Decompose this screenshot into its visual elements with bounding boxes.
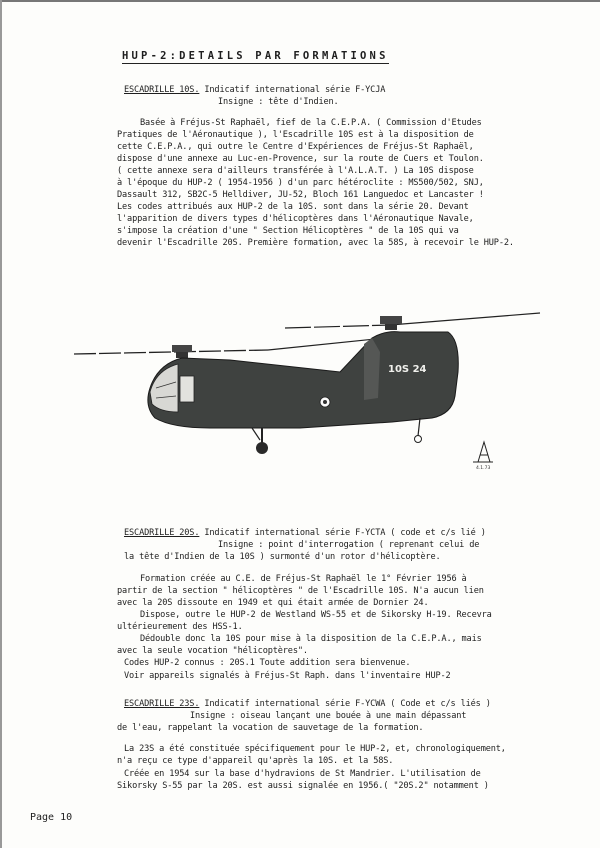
main-wheel	[256, 442, 268, 454]
page-title: HUP-2:DETAILS PAR FORMATIONS	[122, 50, 389, 62]
section-10s-line: Dassault 312, SB2C-5 Helldiver, JU-52, Bloch 161 Languedoc et Lancaster !	[117, 190, 484, 200]
tail-wheel	[415, 436, 422, 443]
section-10s-heading: ESCADRILLE 10S.	[124, 85, 200, 95]
section-10s-callsign: Indicatif international série F-YCJA	[199, 85, 386, 95]
section-10s-line: à l'époque du HUP-2 ( 1954-1956 ) d'un parc hétéroclite : MS500/502, SNJ,	[117, 178, 484, 188]
page-number: Page 10	[30, 812, 73, 823]
rear-rotor-hub	[380, 316, 402, 330]
cabin-window	[180, 376, 194, 402]
artist-signature-monogram	[473, 442, 493, 462]
rear-rotor-blade-left	[285, 325, 390, 328]
section-20s-line: Dispose, outre le HUP-2 de Westland WS-55 et de Sikorsky H-19. Recevra	[140, 610, 492, 620]
section-20s-line: Formation créée au C.E. de Fréjus-St Raphaël le 1° Février 1956 à	[140, 574, 467, 584]
section-20s-line: ultérieurement des HSS-1.	[117, 622, 243, 632]
section-10s-line: cette C.E.P.A., qui outre le Centre d'Expériences de Fréjus-St Raphaël,	[117, 142, 474, 152]
section-20s-insigne: Insigne : point d'interrogation ( reprenant celui de	[218, 540, 480, 550]
section-10s-line: Pratiques de l'Aéronautique ), l'Escadrille 10S est à la disposition de	[117, 130, 474, 140]
section-10s-line: dispose d'une annexe au Luc-en-Provence, sur la route de Cuers et Toulon.	[117, 154, 484, 164]
artist-signature-date: 4.1.73	[476, 466, 491, 471]
section-20s-heading: ESCADRILLE 20S.	[124, 528, 200, 538]
section-23s-line: n'a reçu ce type d'appareil qu'après la 10S. et la 58S.	[117, 756, 394, 766]
front-rotor-blade-left	[74, 350, 268, 354]
section-23s-insigne: Insigne : oiseau lançant une bouée à une main dépassant	[190, 711, 467, 721]
section-23s-line: La 23S a été constituée spécifiquement pour le HUP-2, et, chronologiquement,	[124, 744, 506, 754]
section-10s-line: ( cette annexe sera d'ailleurs transférée à l'A.L.A.T. ) La 10S dispose	[117, 166, 474, 176]
section-20s-line: avec la 20S dissoute en 1949 et qui était armée de Dornier 24.	[117, 598, 429, 608]
section-10s-line: l'apparition de divers types d'hélicoptères dans l'Aéronautique Navale,	[117, 214, 474, 224]
section-20s-callsign: Indicatif international série F-YCTA ( code et c/s lié )	[199, 528, 486, 538]
section-20s-line: Dédouble donc la 10S pour mise à la disposition de la C.E.P.A., mais	[140, 634, 482, 644]
section-10s-line: devenir l'Escadrille 20S. Première formation, avec la 58S, à recevoir le HUP-2.	[117, 238, 514, 248]
cockpit-glazing	[150, 364, 178, 412]
section-20s-heading-line	[124, 528, 486, 538]
section-10s-insigne: Insigne : tête d'Indien.	[218, 97, 339, 107]
front-rotor-hub	[172, 345, 192, 358]
aircraft-code: 10S 24	[388, 364, 427, 375]
section-23s-heading-line	[124, 699, 491, 709]
section-20s-line: Voir appareils signalés à Fréjus-St Raph. dans l'inventaire HUP-2	[124, 671, 451, 681]
rear-rotor-blade-right	[390, 313, 540, 325]
tail-gear-strut	[418, 418, 420, 436]
section-20s-known-codes: Codes HUP-2 connus : 20S.1 Toute addition sera bienvenue.	[124, 658, 411, 668]
section-23s-line: Créée en 1954 sur la base d'hydravions de St Mandrier. L'utilisation de	[124, 769, 481, 779]
section-20s-line: partir de la section " hélicoptères " de l'Escadrille 10S. N'a aucun lien	[117, 586, 484, 596]
section-23s-line: Sikorsky S-55 par la 20S. est aussi signalée en 1956.( "20S.2" notamment )	[117, 781, 489, 791]
section-10s-line: Basée à Fréjus-St Raphaël, fief de la C.E.P.A. ( Commission d'Etudes	[140, 118, 482, 128]
section-23s-heading: ESCADRILLE 23S.	[124, 699, 200, 709]
section-10s-line: Les codes attribués aux HUP-2 de la 10S. sont dans la série 20. Devant	[117, 202, 469, 212]
section-23s-line: de l'eau, rappelant la vocation de sauvetage de la formation.	[117, 723, 424, 733]
section-20s-line: avec la seule vocation "hélicoptères".	[117, 646, 308, 656]
section-23s-callsign: Indicatif international série F-YCWA ( Code et c/s liés )	[199, 699, 491, 709]
section-10s-line: s'impose la création d'une " Section Hélicoptères " de la 10S qui va	[117, 226, 459, 236]
section-20s-line: la tête d'Indien de la 10S ) surmonté d'un rotor d'hélicoptère.	[124, 552, 441, 562]
